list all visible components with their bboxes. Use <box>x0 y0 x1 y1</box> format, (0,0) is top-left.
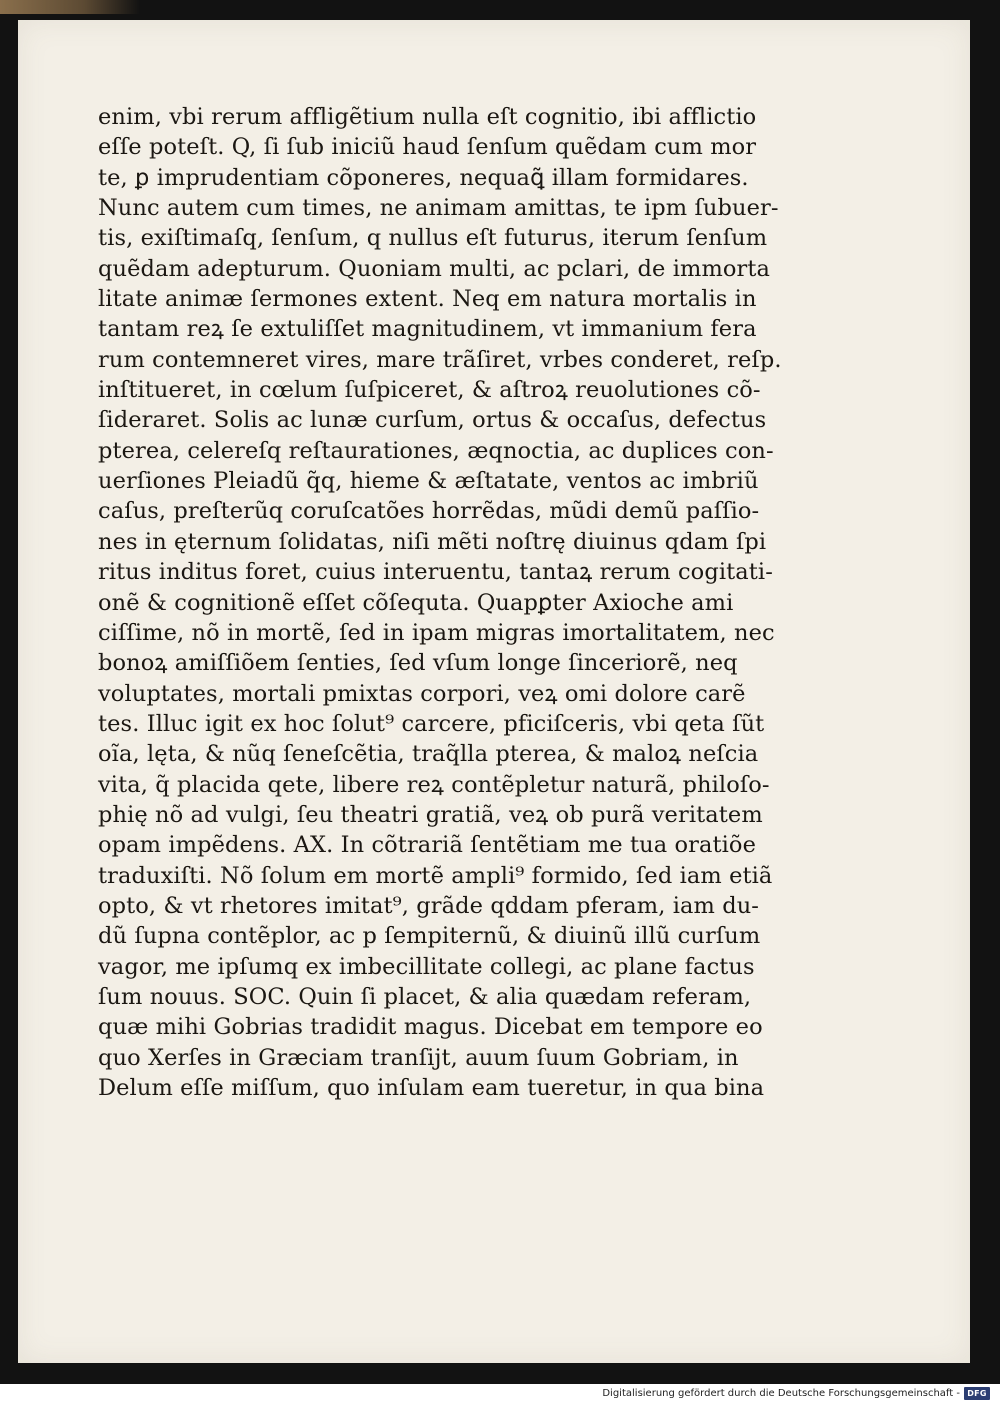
text-line: ſideraret. Solis ac lunæ curſum, ortus & occaſus, defectus <box>98 407 767 434</box>
text-line: uerſiones Pleiadũ q̃q, hieme & æſtatate, ventos ac imbriũ <box>98 468 759 495</box>
text-line: opto, & vt rhetores imitat⁹, grãde qddam pferam, iam du- <box>98 892 759 919</box>
text-line: inſtitueret, in cœlum ſuſpiceret, & aſtroꝝ reuolutiones cõ- <box>98 377 761 404</box>
text-line: quæ mihi Gobrias tradidit magus. Dicebat em tempore eo <box>98 1014 763 1041</box>
text-line: te, ꝑ imprudentiam cõponeres, nequaꝗ̃ illam formidares. <box>98 164 749 191</box>
book-page <box>18 20 970 1363</box>
text-line: rum contemneret vires, mare trãſiret, vrbes conderet, reſp. <box>98 346 782 373</box>
text-line: phię nõ ad vulgi, ſeu theatri gratiã, veꝝ ob purã veritatem <box>98 801 763 828</box>
text-line: traduxiſti. Nõ ſolum em mortẽ ampli⁹ formido, ſed iam etiã <box>98 862 773 889</box>
text-line: Nunc autem cum times, ne animam amittas, te ipm ſubuer- <box>98 195 779 222</box>
text-line: ritus inditus foret, cuius interuentu, tantaꝝ rerum cogitati- <box>98 559 773 586</box>
text-line: vagor, me ipſumq ex imbecillitate collegi, ac plane factus <box>98 953 755 980</box>
text-line: caſus, preſterũq coruſcatões horrẽdas, mũdi demũ paſſio- <box>98 498 760 525</box>
text-line: dũ ſupna contẽplor, ac p ſempiternũ, & diuinũ illũ curſum <box>98 923 761 950</box>
text-line: quẽdam adepturum. Quoniam multi, ac pclari, de immorta <box>98 255 771 282</box>
text-line: eſſe poteſt. Q, ſi ſub iniciũ haud ſenſum quẽdam cum mor <box>98 134 757 161</box>
text-line: ciſſime, nõ in mortẽ, ſed in ipam migras imortalitatem, nec <box>98 619 775 646</box>
footer-bar <box>0 1384 1000 1404</box>
page-edge-top <box>0 0 140 14</box>
text-line: pterea, celereſq reſtaurationes, æqnoctia, ac duplices con- <box>98 437 774 464</box>
page-text-block <box>98 102 818 1103</box>
text-line: enim, vbi rerum affligẽtium nulla eſt cognitio, ibi afflictio <box>98 104 757 130</box>
text-line: vita, q̃ placida qete, libere reꝝ contẽpletur naturã, philoſo- <box>98 771 770 798</box>
text-line: ſum nouus. SOC. Quin ſi placet, & alia quædam referam, <box>98 983 752 1010</box>
text-line: nes in ęternum ſolidatas, niſi mẽti noſtrę diuinus qdam ſpi <box>98 528 767 555</box>
text-line: tes. Illuc igit ex hoc ſolut⁹ carcere, pficiſceris, vbi qeta ſũt <box>98 710 765 737</box>
text-line: Delum eſſe miſſum, quo inſulam eam tueretur, in qua bina <box>98 1075 765 1101</box>
text-line: oĩa, lęta, & nũq ſeneſcẽtia, traq̃lla pterea, & maloꝝ neſcia <box>98 741 759 768</box>
text-line: litate animæ ſermones extent. Neq em natura mortalis in <box>98 286 757 313</box>
text-line: voluptates, mortali pmixtas corpori, veꝝ omi dolore carẽ <box>98 680 746 707</box>
text-line: quo Xerſes in Græciam tranſijt, auum ſuum Gobriam, in <box>98 1044 739 1071</box>
dfg-logo-icon: DFG <box>964 1387 990 1400</box>
text-line: tantam reꝝ ſe extuliſſet magnitudinem, vt immanium fera <box>98 316 757 343</box>
text-line: tis, exiſtimaſq, ſenſum, q nullus eſt futurus, iterum ſenſum <box>98 225 768 252</box>
text-line: onẽ & cognitionẽ eſſet cõſequta. Quapꝑter Axioche ami <box>98 589 734 616</box>
text-line: bonoꝝ amiſſiõem ſenties, ſed vſum longe ſinceriorẽ, neq <box>98 650 738 677</box>
text-line: opam impẽdens. AX. In cõtrariã ſentẽtiam me tua oratiõe <box>98 832 756 859</box>
funding-credit: Digitalisierung gefördert durch die Deutsche Forschungsgemeinschaft - <box>602 1388 960 1399</box>
